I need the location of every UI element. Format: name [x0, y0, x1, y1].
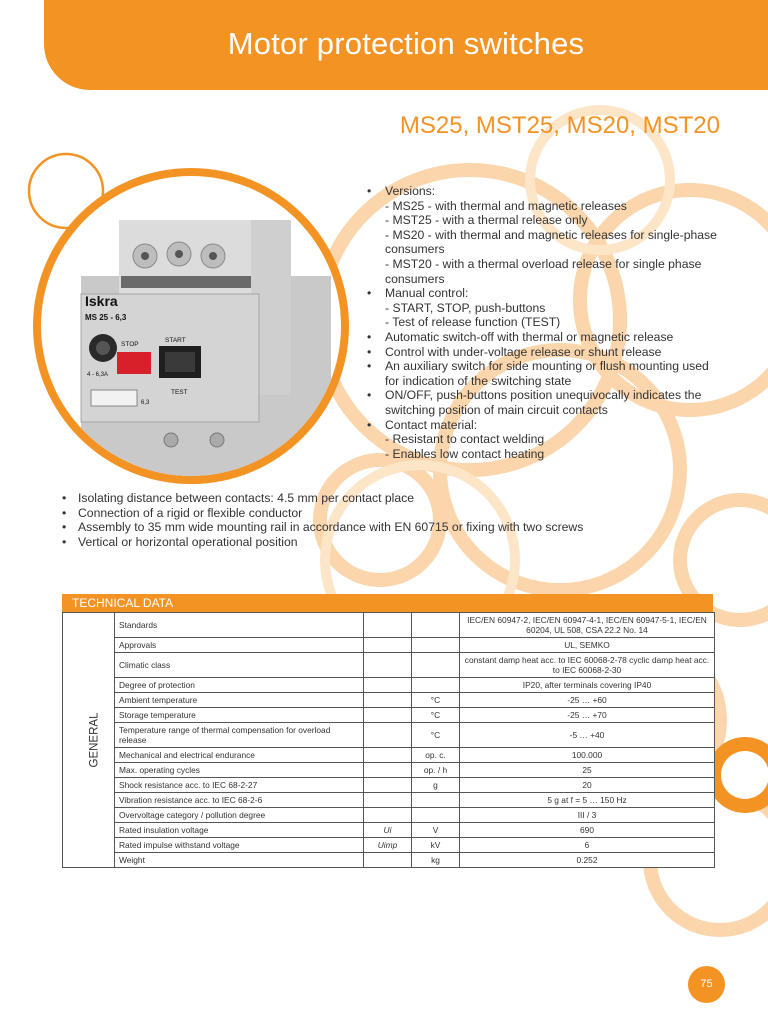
- row-label: Ambient temperature: [115, 693, 364, 708]
- row-symbol: Ui: [364, 823, 412, 838]
- row-value: constant damp heat acc. to IEC 60068-2-78 cyclic damp heat acc. to IEC 60068-2-30: [460, 653, 715, 678]
- row-label: Degree of protection: [115, 678, 364, 693]
- row-label: Mechanical and electrical endurance: [115, 748, 364, 763]
- table-row: [63, 823, 715, 838]
- model-label: MS 25 - 6,3: [85, 313, 127, 322]
- row-label: Vibration resistance acc. to IEC 68-2-6: [115, 793, 364, 808]
- table-row: [63, 778, 715, 793]
- row-symbol: [364, 793, 412, 808]
- table-row: [63, 678, 715, 693]
- bottom-feature-item: • Assembly to 35 mm wide mounting rail in accordance with EN 60715 or fixing with two screws: [60, 520, 720, 535]
- feature-text: An auxiliary switch for side mounting or flush mounting used for indication of the switching state: [385, 359, 709, 388]
- table-row: [63, 808, 715, 823]
- row-label: Temperature range of thermal compensation for overload release: [115, 723, 364, 748]
- group-label: GENERAL: [88, 712, 101, 768]
- row-unit: [412, 613, 460, 638]
- range-label: 4 - 6,3A: [87, 372, 109, 378]
- group-cell: [63, 613, 115, 868]
- feature-item: [365, 330, 725, 345]
- bottom-feature-item: • Isolating distance between contacts: 4.5 mm per contact place: [60, 491, 720, 506]
- page-title: Motor protection switches: [227, 26, 585, 61]
- table-row: [63, 723, 715, 748]
- row-unit: op. / h: [412, 763, 460, 778]
- row-value: -5 … +40: [460, 723, 715, 748]
- bottom-feature-item: • Connection of a rigid or flexible conductor: [60, 506, 720, 521]
- feature-text: ON/OFF, push-buttons position unequivocally indicates the switching position of main circuit contacts: [385, 388, 702, 417]
- row-unit: °C: [412, 708, 460, 723]
- row-value: 0.252: [460, 853, 715, 868]
- row-value: 690: [460, 823, 715, 838]
- table-row: [63, 708, 715, 723]
- feature-text: Contact material:: [385, 417, 478, 432]
- row-value: IP20, after terminals covering IP40: [460, 678, 715, 693]
- row-value: 25: [460, 763, 715, 778]
- table-row: [63, 653, 715, 678]
- row-unit: kg: [412, 853, 460, 868]
- row-unit: [412, 678, 460, 693]
- feature-subitem: - MST25 - with a thermal release only: [385, 213, 588, 228]
- table-row: [63, 853, 715, 868]
- row-unit: V: [412, 823, 460, 838]
- start-label: START: [165, 337, 186, 344]
- feature-subitem: - MS20 - with thermal and magnetic releases for single-phase consumers: [385, 227, 717, 257]
- technical-data-header: [62, 594, 713, 612]
- table-row: [63, 793, 715, 808]
- row-value: 100.000: [460, 748, 715, 763]
- table-row: [63, 693, 715, 708]
- table-row: [63, 638, 715, 653]
- feature-item: [365, 184, 725, 286]
- row-unit: [412, 808, 460, 823]
- bottom-feature-list: [60, 491, 720, 549]
- bottom-feature-item: • Vertical or horizontal operational position: [60, 535, 720, 550]
- brand-label: Iskra: [85, 293, 118, 309]
- row-unit: g: [412, 778, 460, 793]
- stop-label: STOP: [121, 341, 139, 348]
- row-unit: °C: [412, 723, 460, 748]
- row-label: Climatic class: [115, 653, 364, 678]
- row-value: IEC/EN 60947-2, IEC/EN 60947-4-1, IEC/EN 60947-5-1, IEC/EN 60204, UL 508, CSA 22.2 No. 14: [460, 613, 715, 638]
- row-label: Storage temperature: [115, 708, 364, 723]
- row-label: Standards: [115, 613, 364, 638]
- feature-subitem: - Enables low contact heating: [385, 446, 545, 461]
- row-symbol: [364, 693, 412, 708]
- row-label: Weight: [115, 853, 364, 868]
- row-label: Approvals: [115, 638, 364, 653]
- technical-data-title: TECHNICAL DATA: [72, 596, 174, 610]
- feature-subitem: - MS25 - with thermal and magnetic releases: [385, 198, 627, 213]
- table-row: [63, 748, 715, 763]
- row-unit: [412, 638, 460, 653]
- header-band: [44, 0, 768, 90]
- test-label: TEST: [171, 389, 188, 396]
- feature-item: [365, 286, 725, 330]
- row-symbol: [364, 723, 412, 748]
- product-subtitle: MS25, MST25, MS20, MST20: [399, 112, 720, 139]
- motor-switch-illustration: [41, 176, 341, 476]
- feature-subitem: - MST20 - with a thermal overload release for single phase consumers: [385, 256, 702, 286]
- row-symbol: [364, 613, 412, 638]
- row-value: UL, SEMKO: [460, 638, 715, 653]
- table-row: [63, 838, 715, 853]
- row-value: 20: [460, 778, 715, 793]
- technical-data-table: [62, 612, 715, 868]
- row-unit: op. c.: [412, 748, 460, 763]
- row-label: Rated impulse withstand voltage: [115, 838, 364, 853]
- feature-text: Automatic switch-off with thermal or magnetic release: [385, 329, 674, 344]
- row-symbol: [364, 678, 412, 693]
- row-symbol: [364, 638, 412, 653]
- feature-text: Control with under-voltage release or shunt release: [385, 344, 662, 359]
- table-row: [63, 763, 715, 778]
- row-label: Rated insulation voltage: [115, 823, 364, 838]
- row-value: 6: [460, 838, 715, 853]
- row-value: III / 3: [460, 808, 715, 823]
- small-label: 6,3: [141, 400, 150, 406]
- feature-list: [365, 184, 725, 461]
- row-unit: [412, 653, 460, 678]
- row-value: 5 g at f = 5 … 150 Hz: [460, 793, 715, 808]
- feature-subitem: - START, STOP, push-buttons: [385, 300, 546, 315]
- row-symbol: [364, 778, 412, 793]
- row-value: -25 … +70: [460, 708, 715, 723]
- product-image: [41, 176, 341, 476]
- feature-item: [365, 359, 725, 388]
- feature-item: [365, 418, 725, 462]
- row-symbol: Uimp: [364, 838, 412, 853]
- row-unit: °C: [412, 693, 460, 708]
- row-symbol: [364, 708, 412, 723]
- row-label: Shock resistance acc. to IEC 68-2-27: [115, 778, 364, 793]
- feature-item: [365, 388, 725, 417]
- row-symbol: [364, 748, 412, 763]
- row-symbol: [364, 853, 412, 868]
- feature-text: Manual control:: [385, 286, 469, 301]
- product-image-frame: [33, 168, 349, 484]
- row-label: Max. operating cycles: [115, 763, 364, 778]
- feature-subitem: - Resistant to contact welding: [385, 432, 545, 447]
- feature-item: [365, 345, 725, 360]
- table-row: [63, 613, 715, 638]
- row-unit: [412, 793, 460, 808]
- row-symbol: [364, 763, 412, 778]
- page-number: 75: [688, 966, 725, 1003]
- feature-subitem: - Test of release function (TEST): [385, 315, 561, 330]
- feature-text: Versions:: [385, 184, 436, 198]
- row-unit: kV: [412, 838, 460, 853]
- row-symbol: [364, 653, 412, 678]
- row-symbol: [364, 808, 412, 823]
- row-label: Overvoltage category / pollution degree: [115, 808, 364, 823]
- row-value: -25 … +60: [460, 693, 715, 708]
